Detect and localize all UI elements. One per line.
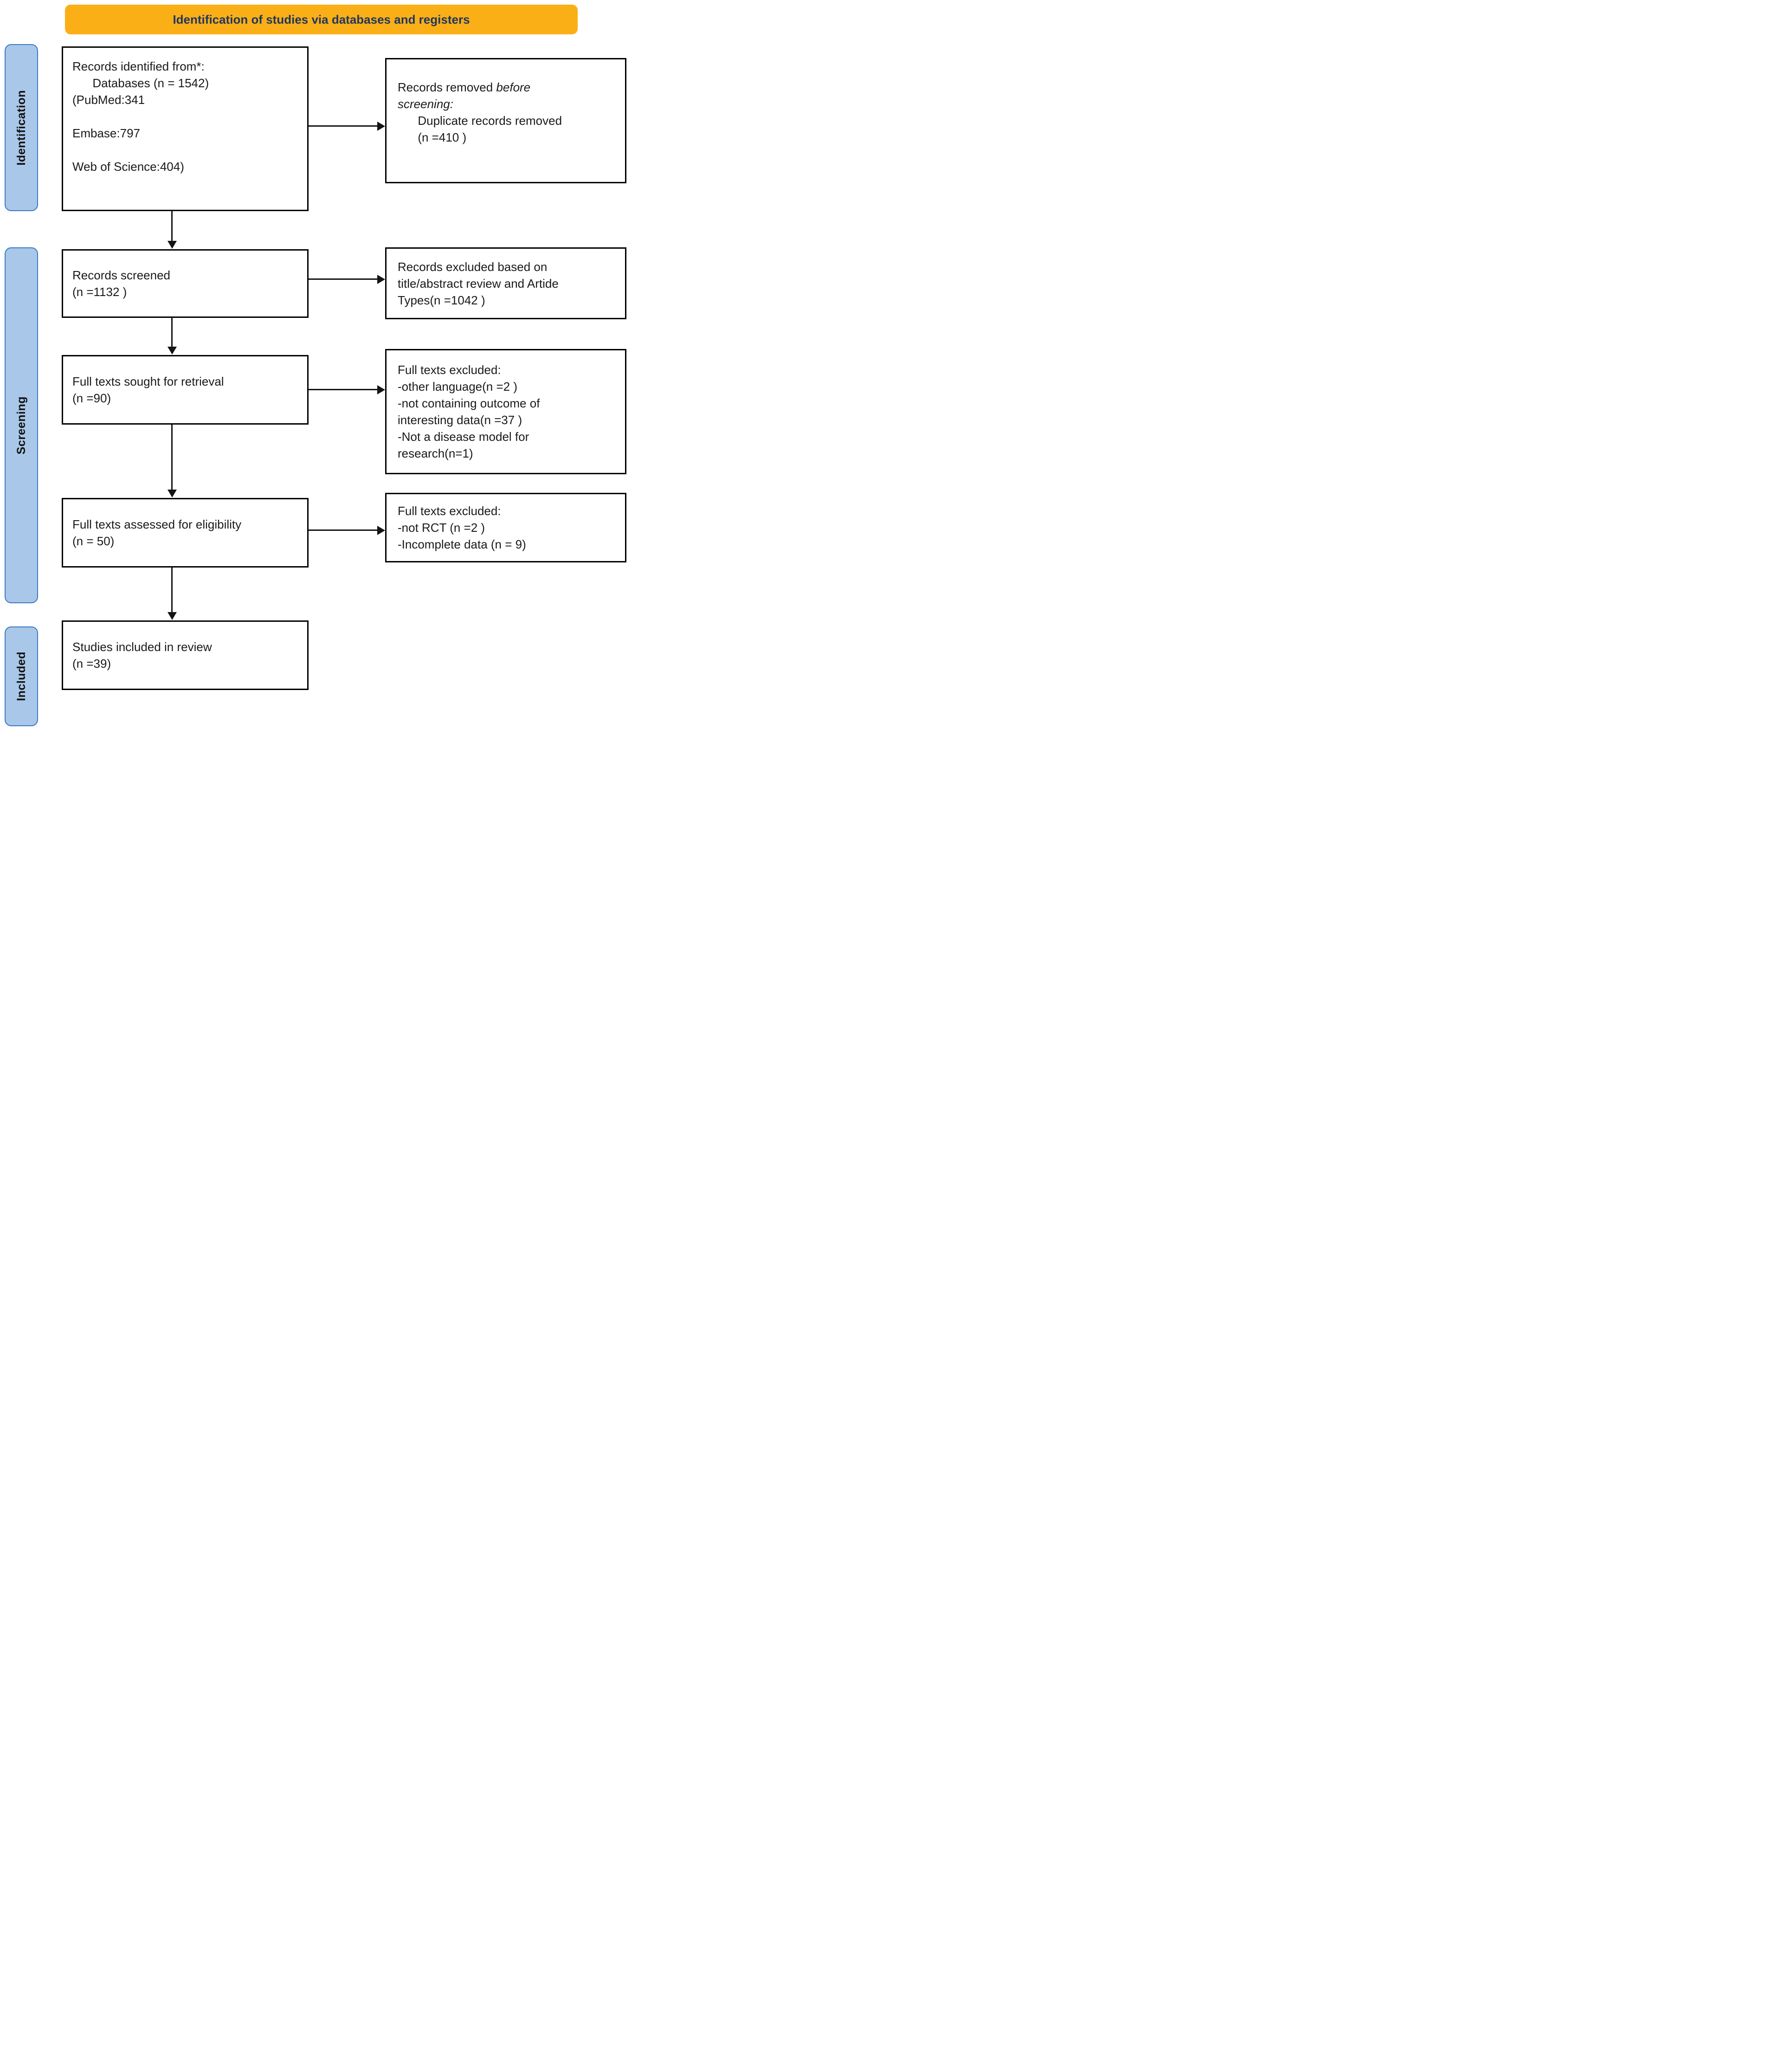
box-text-line: Records identified from*:	[72, 59, 205, 73]
arrow-screened-to-retrieval-icon	[171, 318, 173, 347]
box-records-removed	[385, 58, 626, 183]
box-text-line: Duplicate records removed	[398, 114, 562, 128]
box-text-line	[398, 79, 616, 96]
box-text-line: (n =90)	[72, 391, 111, 405]
box-text-line: (n =1132 )	[72, 285, 127, 299]
arrow-retrieval-to-eligibility-icon	[171, 425, 173, 490]
stage-label: Screening	[14, 396, 28, 455]
box-fulltext-excluded-eligibility	[385, 493, 626, 562]
box-text-line	[72, 142, 298, 158]
arrow-identified-to-screened-icon	[171, 211, 173, 241]
diagram-title: Identification of studies via databases and registers	[173, 12, 470, 26]
box-text-segment: Records removed	[398, 80, 496, 94]
box-text-line: Full texts excluded:	[398, 363, 501, 377]
box-text-line: (n = 50)	[72, 534, 115, 548]
prisma-flow-diagram	[0, 0, 640, 733]
box-text-line: -Not a disease model for	[398, 430, 529, 444]
box-text-line	[72, 108, 298, 125]
box-text-line: Types(n =1042 )	[398, 293, 485, 307]
box-text-line: Databases (n = 1542)	[72, 76, 209, 90]
arrow-eligibility-to-excluded-icon	[309, 529, 377, 531]
title-banner	[65, 5, 578, 34]
box-records-excluded	[385, 247, 626, 319]
arrow-screened-to-excluded-icon	[309, 278, 377, 280]
box-studies-included	[62, 620, 309, 690]
arrow-identified-to-removed-icon	[309, 125, 377, 127]
arrow-eligibility-to-included-icon	[171, 568, 173, 612]
box-fulltext-retrieval	[62, 355, 309, 425]
stage-label: Identification	[14, 90, 28, 166]
stage-identification	[5, 44, 38, 211]
box-text-line: (PubMed:341	[72, 93, 145, 107]
box-text-line: -not RCT (n =2 )	[398, 521, 485, 535]
box-text-line: -other language(n =2 )	[398, 380, 518, 394]
box-text-line: research(n=1)	[398, 446, 473, 460]
stage-screening	[5, 247, 38, 603]
box-text-line: (n =39)	[72, 657, 111, 671]
box-text-line: Full texts sought for retrieval	[72, 374, 224, 388]
box-text-line: title/abstract review and Artide	[398, 276, 559, 290]
arrow-retrieval-to-excluded-icon	[309, 389, 377, 390]
box-text-line: Records excluded based on	[398, 259, 548, 274]
box-text-line: (n =410 )	[398, 130, 467, 144]
box-text-line: interesting data(n =37 )	[398, 413, 522, 427]
box-text-line: screening:	[398, 97, 453, 111]
box-records-identified	[62, 46, 309, 211]
box-text-line: -not containing outcome of	[398, 396, 540, 410]
box-text-line: Studies included in review	[72, 640, 212, 654]
box-text-line: Records screened	[72, 268, 170, 282]
stage-label: Included	[14, 652, 28, 701]
box-text-segment-italic: before	[496, 80, 531, 94]
box-records-screened	[62, 249, 309, 318]
box-text-line: Embase:797	[72, 126, 140, 140]
box-text-line: Full texts excluded:	[398, 504, 501, 518]
box-text-line: -Incomplete data (n = 9)	[398, 537, 526, 551]
box-fulltext-eligibility	[62, 498, 309, 568]
stage-included	[5, 626, 38, 726]
box-fulltext-excluded-screening	[385, 349, 626, 474]
box-text-line: Web of Science:404)	[72, 160, 184, 174]
box-text-line: Full texts assessed for eligibility	[72, 517, 242, 531]
